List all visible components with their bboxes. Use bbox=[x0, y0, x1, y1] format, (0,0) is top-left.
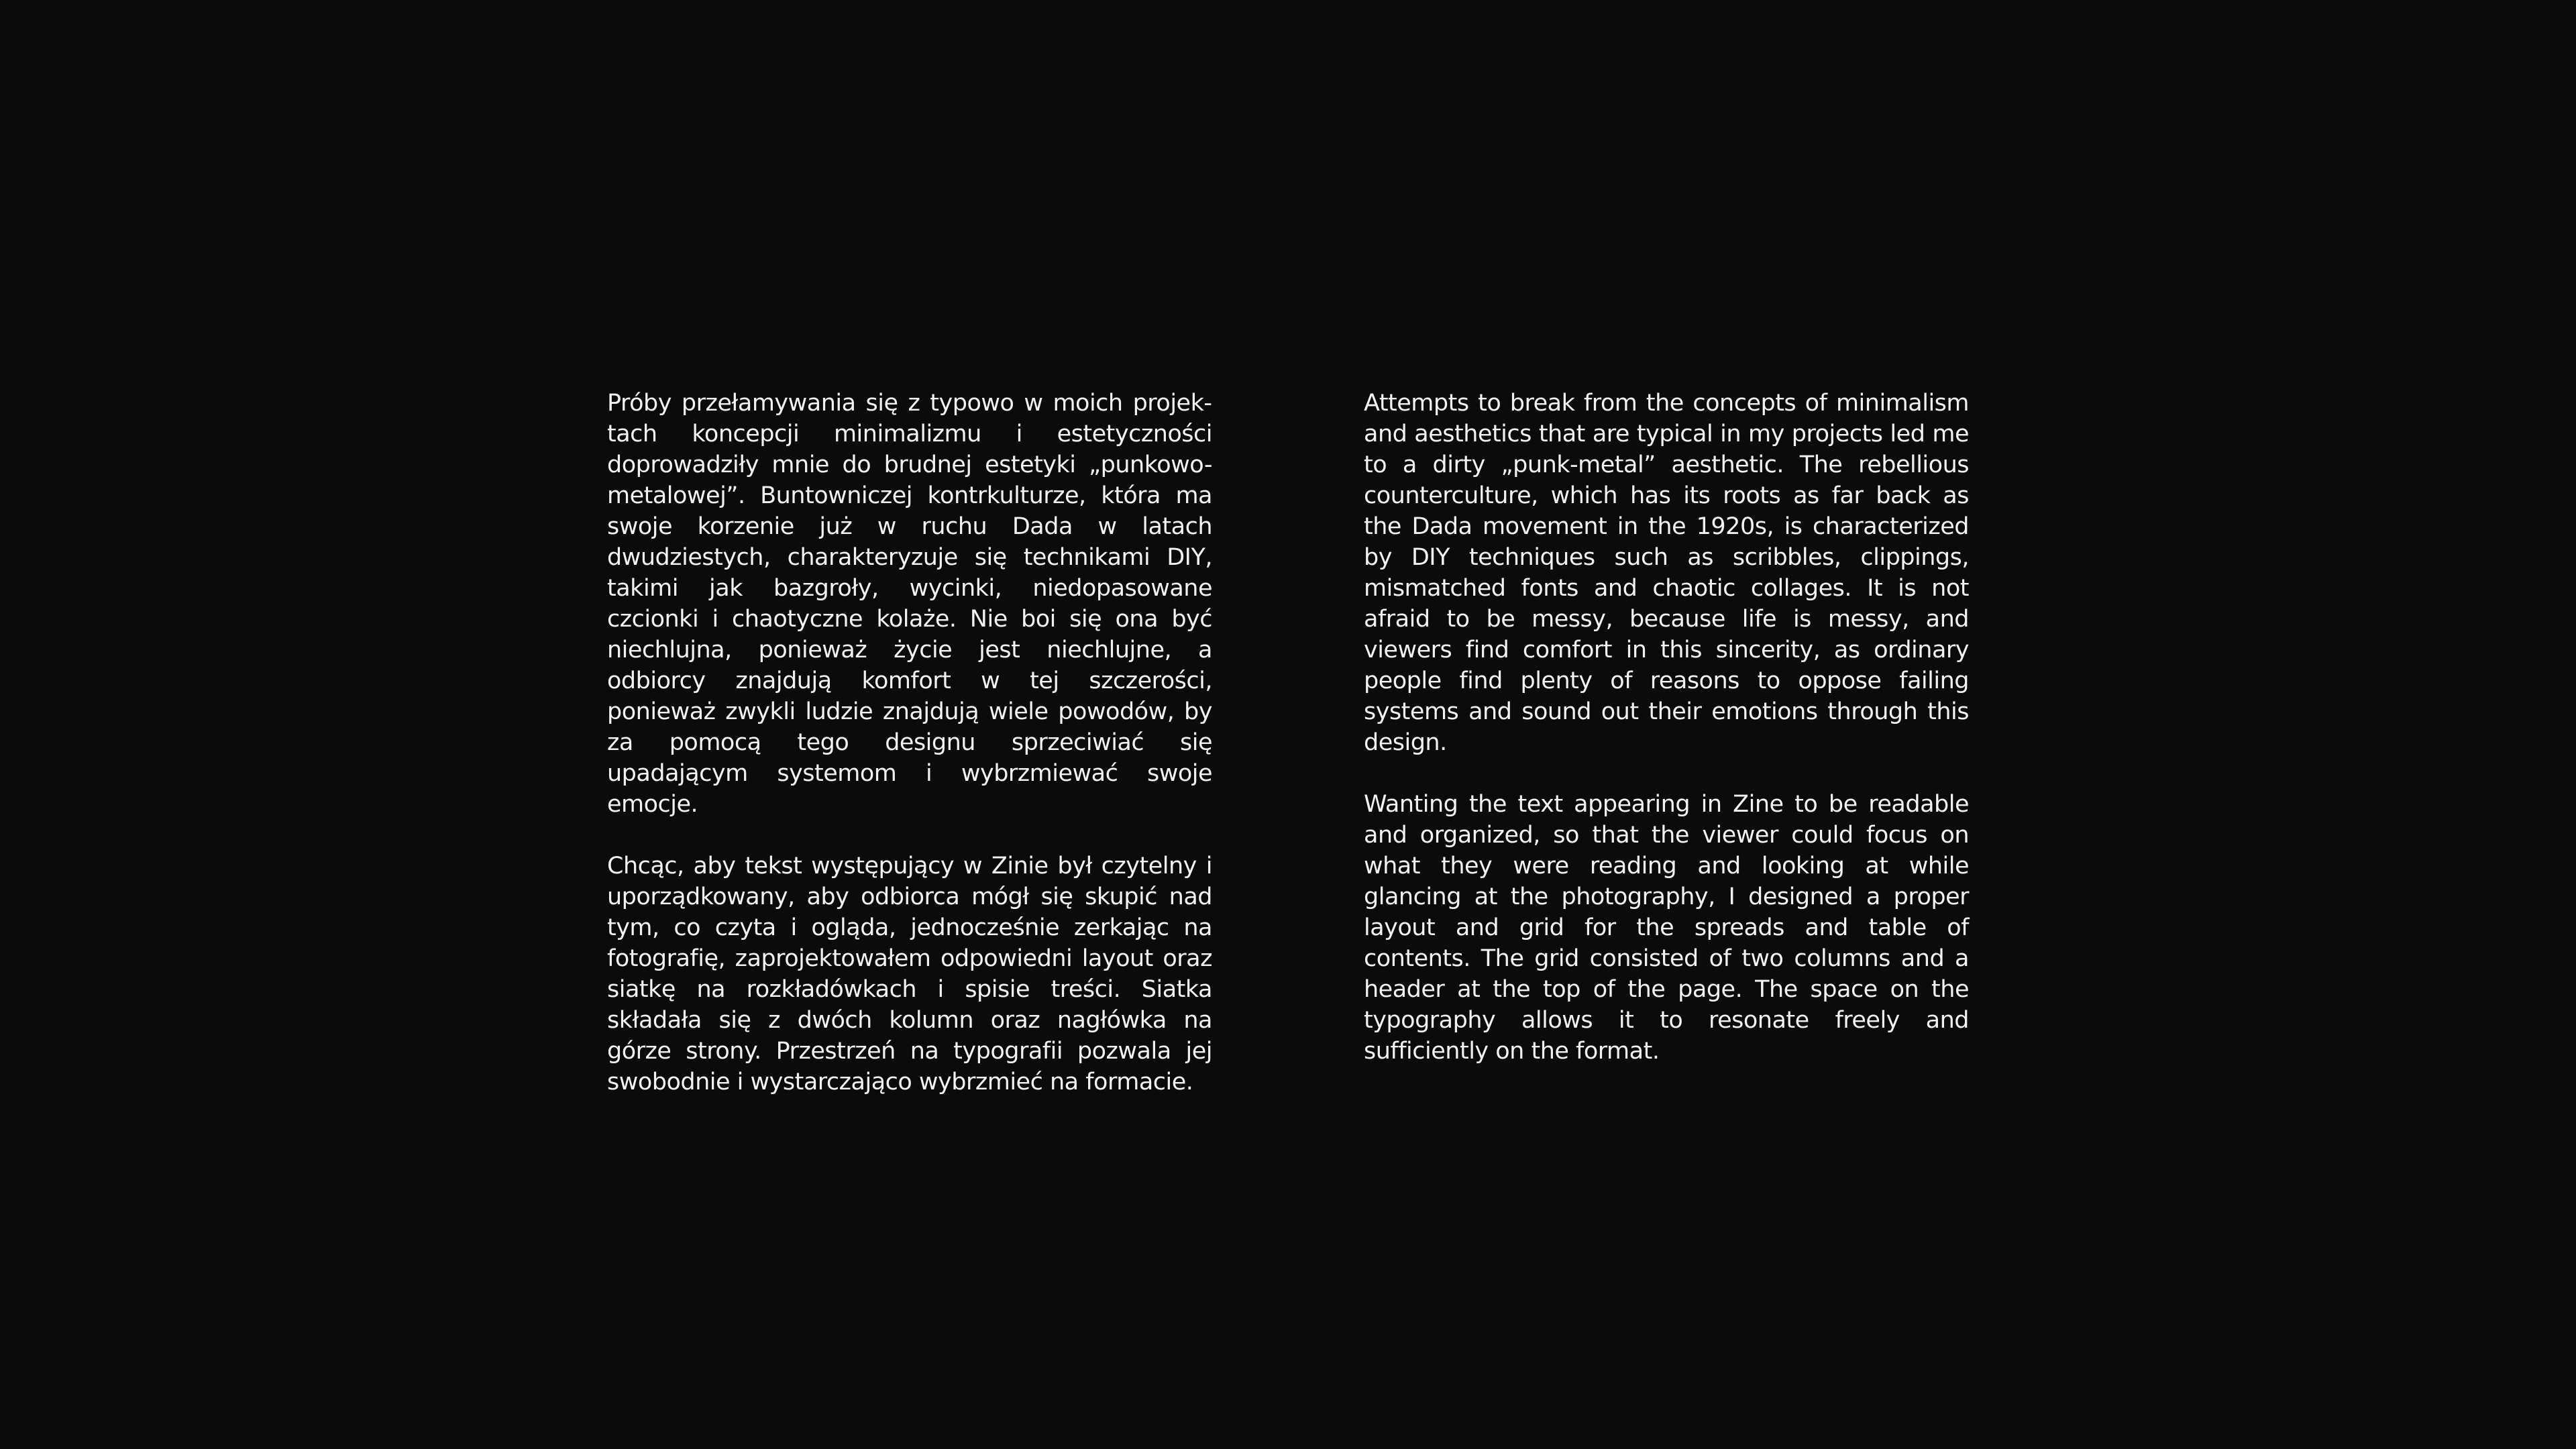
polish-paragraph-2: Chcąc, aby tekst występujący w Zinie był czytelny i uporządkowany, aby odbiorca mógł się skupić nad tym, co czyta i ogląda, jednocześnie zerkając na fotografię, zaprojektowałem odpowiedni layout oraz siatkę na rozkładówkach i spisie treści. Siatka składała się z dwóch kolumn oraz nagłówka na górze strony. Przestrzeń na typografii pozwala jej swobodnie i wystarczająco wybrzmieć na formacie. bbox=[607, 853, 1212, 1095]
english-paragraph-2: Wanting the text appearing in Zine to be readable and organized, so that the viewer could focus on what they were reading and looking at while glancing at the photography, I designed a proper layout and grid for the spreads and table of contents. The grid consisted of two columns and a header at the top of the page. The space on the typography allows it to resonate freely and sufficiently on the format. bbox=[1364, 791, 1969, 1065]
english-text-column bbox=[1364, 388, 1969, 1067]
polish-paragraph-1: Próby przełamywania się z typowo w moich projektach koncepcji minimalizmu i estetyczności doprowadziły mnie do brudnej estetyki „punkowo-metalowej”. Buntowniczej kontrkulturze, która ma swoje korzenie już w ruchu Dada w latach dwudziestych, charakteryzuje się technikami DIY, takimi jak bazgroły, wycinki, niedopasowane czcionki i chaotyczne kolaże. Nie boi się ona być niechlujna, ponieważ życie jest niechlujne, a odbiorcy znajdują komfort w tej szczerości, ponieważ zwykli ludzie znajdują wiele powodów, by za pomocą tego designu sprzeciwiać się upadającym systemom i wybrzmiewać swoje emocje. bbox=[607, 390, 1212, 818]
polish-text-column bbox=[607, 388, 1212, 1097]
english-paragraph-1: Attempts to break from the concepts of minimalism and aesthetics that are typical in my projects led me to a dirty „punk-metal” aesthetic. The rebellious counterculture, which has its roots as far back as the Dada movement in the 1920s, is characterized by DIY techniques such as scribbles, clippings, mismatched fonts and chaotic collages. It is not afraid to be messy, because life is messy, and viewers find comfort in this sincerity, as ordinary people find plenty of reasons to oppose failing systems and sound out their emotions through this design. bbox=[1364, 390, 1969, 756]
